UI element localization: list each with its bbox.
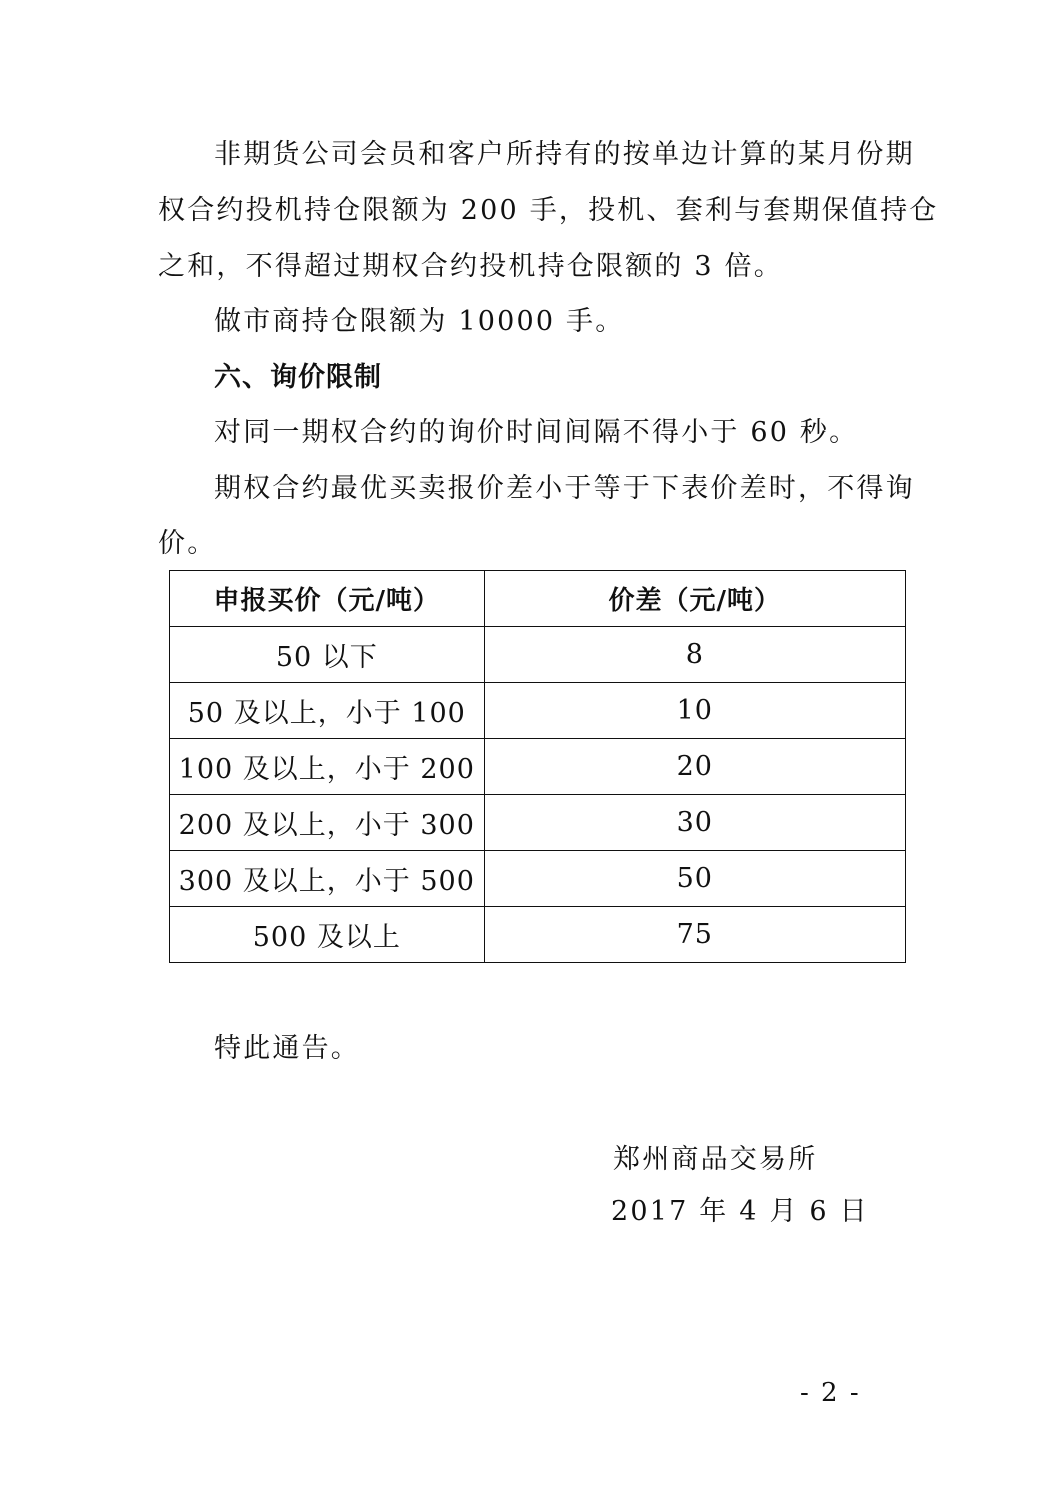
table-cell-bid-price: 500 及以上 [170, 907, 485, 963]
table-header-row [170, 571, 906, 627]
table-row [170, 907, 906, 963]
section-heading-quote-request: 六、询价限制 [214, 362, 382, 393]
page-number: - 2 - [800, 1378, 861, 1408]
paragraph-position-limit-line-2: 权合约投机持仓限额为 200 手，投机、套利与套期保值持仓 [158, 195, 939, 226]
table-cell-spread: 30 [484, 795, 905, 851]
table-cell-spread: 10 [484, 683, 905, 739]
table-cell-bid-price: 200 及以上，小于 300 [170, 795, 485, 851]
table-header-spread: 价差（元/吨） [484, 571, 905, 627]
table-cell-spread: 50 [484, 851, 905, 907]
signature-organization: 郑州商品交易所 [613, 1144, 818, 1175]
paragraph-spread-rule-line-2: 价。 [158, 528, 217, 559]
table-cell-spread: 8 [484, 627, 905, 683]
table-cell-spread: 20 [484, 739, 905, 795]
table-row [170, 627, 906, 683]
paragraph-position-limit-line-3: 之和，不得超过期权合约投机持仓限额的 3 倍。 [158, 251, 783, 282]
table-row [170, 739, 906, 795]
table-cell-bid-price: 100 及以上，小于 200 [170, 739, 485, 795]
table-header-bid-price: 申报买价（元/吨） [170, 571, 485, 627]
table-row [170, 851, 906, 907]
table-cell-bid-price: 50 以下 [170, 627, 485, 683]
paragraph-position-limit-line-1: 非期货公司会员和客户所持有的按单边计算的某月份期 [214, 139, 915, 170]
closing-notice: 特此通告。 [214, 1033, 360, 1064]
paragraph-spread-rule-line-1: 期权合约最优买卖报价差小于等于下表价差时，不得询 [214, 473, 915, 504]
table-row [170, 683, 906, 739]
paragraph-market-maker-limit: 做市商持仓限额为 10000 手。 [214, 306, 625, 337]
table-row [170, 795, 906, 851]
signature-date: 2017 年 4 月 6 日 [611, 1196, 869, 1227]
table-cell-bid-price: 300 及以上，小于 500 [170, 851, 485, 907]
spread-table [169, 570, 906, 963]
paragraph-quote-interval: 对同一期权合约的询价时间间隔不得小于 60 秒。 [214, 417, 859, 448]
table-cell-spread: 75 [484, 907, 905, 963]
table-cell-bid-price: 50 及以上，小于 100 [170, 683, 485, 739]
